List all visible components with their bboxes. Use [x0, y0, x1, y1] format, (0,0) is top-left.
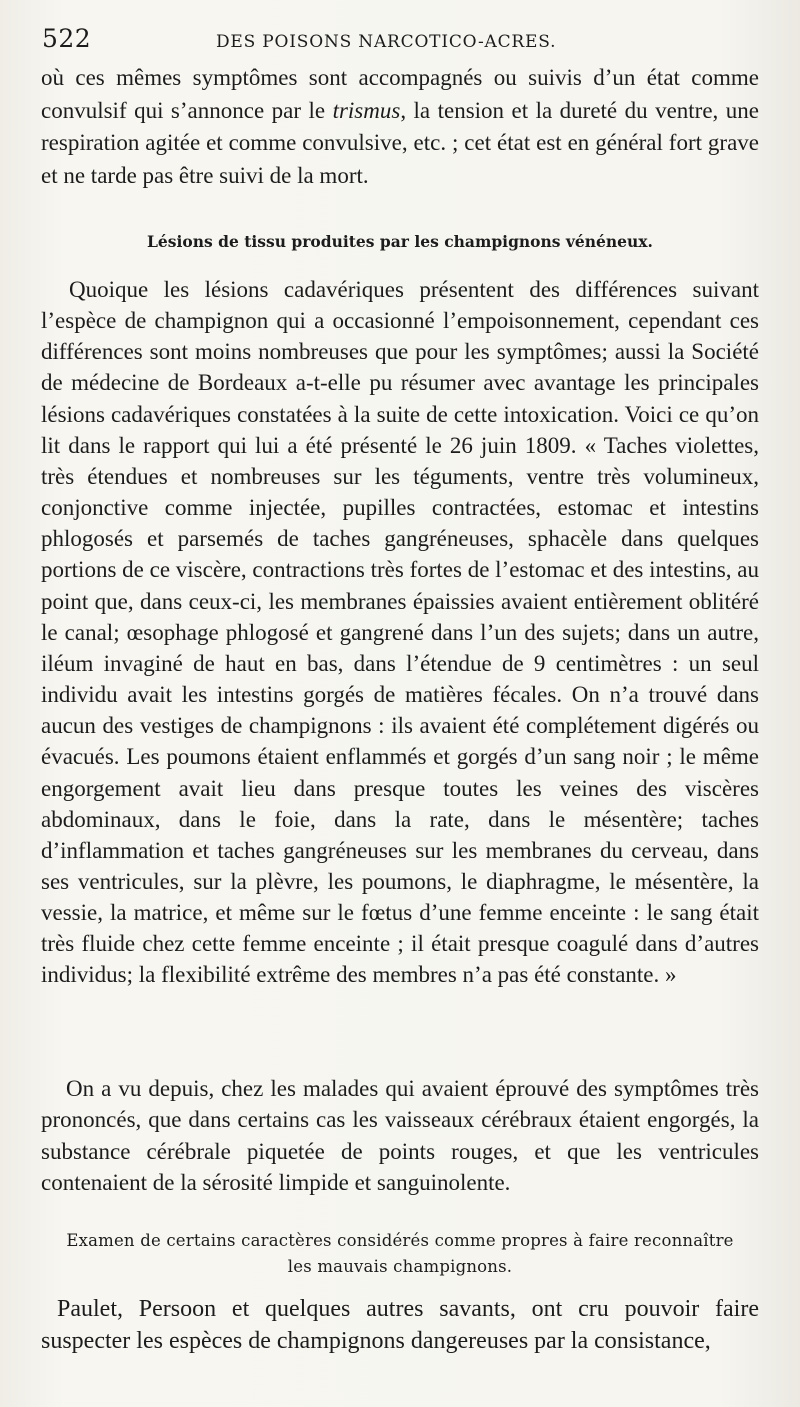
paragraph-text: où ces mêmes symptômes sont accompagnés ou suivis d’un état comme convulsif qui s’annonce par le: [41, 65, 759, 123]
paragraph-symptoms-end: [41, 62, 759, 192]
section-heading-lesions: Lésions de tissu produites par les champignons vénéneux.: [147, 232, 653, 251]
paragraph-text: , la tension et la dureté du ventre, une respiration agitée et comme convulsive, etc. ; cet état est en général fort grave et ne tarde pas être suivi de la mort.: [41, 97, 759, 188]
page-number: 522: [42, 24, 92, 53]
section-heading-examen: [40, 1228, 760, 1280]
section-heading-line: les mauvais champignons.: [287, 1257, 513, 1276]
paragraph-lesions: Quoique les lésions cadavériques présentent des différences suivant l’espèce de champignon qui a occasionné l’empoisonnement, cependant ces différences sont moins nombreuses que pour les symptômes; aussi la Société de médecine de Bordeaux a-t-elle pu résumer avec avantage les principales lésions cadavériques constatées à la suite de cette intoxication. Voici ce qu’on lit dans le rapport qui lui a été présenté le 26 juin 1809. « Taches violettes, très étendues et nombreuses sur les téguments, ventre très volumineux, conjonctive comme injectée, pupilles contractées, estomac et intestins phlogosés et parsemés de taches gangréneuses, sphacèle dans quelques portions de ce viscère, contractions très fortes de l’estomac et des intestins, au point que, dans ceux-ci, les membranes épaissies avaient entièrement oblitéré le canal; œsophage phlogosé et gangrené dans l’un des sujets; dans un autre, iléum invaginé de haut en bas, dans l’étendue de 9 centimètres : un seul individu avait les intestins gorgés de matières fécales. On n’a trouvé dans aucun des vestiges de champignons : ils avaient été complétement digérés ou évacués. Les poumons étaient enflammés et gorgés d’un sang noir ; le même engorgement avait lieu dans presque toutes les veines des viscères abdominaux, dans le foie, dans la rate, dans le mésentère; taches d’inflammation et taches gangréneuses sur les membranes du cerveau, dans ses ventricules, sur la plèvre, les poumons, le diaphragme, le mésentère, la vessie, la matrice, et même sur le fœtus d’une femme enceinte : le sang était très fluide chez cette femme enceinte ; il était presque coagulé dans d’autres individus; la flexibilité extrême des membres n’a pas été constante. »: [41, 277, 759, 988]
italic-term: trismus: [332, 97, 401, 123]
running-head: DES POISONS NARCOTICO-ACRES.: [216, 32, 557, 52]
paragraph-paulet: Paulet, Persoon et quelques autres savants, ont cru pouvoir faire suspecter les espèces de champignons dangereuses par la consistance,: [41, 1296, 759, 1354]
section-heading-line: Examen de certains caractères considérés comme propres à faire reconnaître: [66, 1231, 734, 1250]
paragraph-cerebral: On a vu depuis, chez les malades qui avaient éprouvé des symptômes très prononcés, que dans certains cas les vaisseaux cérébraux étaient engorgés, la substance cérébrale piquetée de points rouges, et que les ventricules contenaient de la sérosité limpide et sanguinolente.: [41, 1076, 759, 1195]
page-header: [40, 24, 760, 64]
